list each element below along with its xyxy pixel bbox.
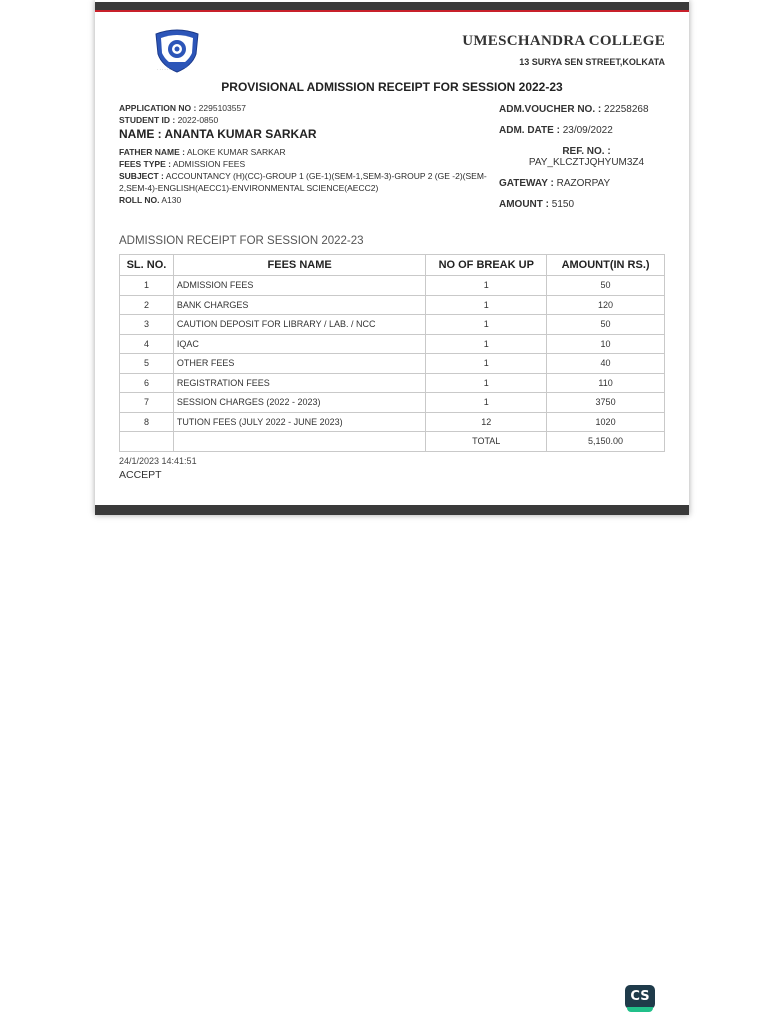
column-header-sl-no: SL. NO. <box>120 255 174 276</box>
row-sl-no: 2 <box>120 295 174 315</box>
row-break-up: 1 <box>426 334 547 354</box>
application-no-label: APPLICATION NO : <box>119 103 197 113</box>
father-name-label: FATHER NAME : <box>119 147 185 157</box>
fees-table-header <box>120 255 665 276</box>
row-amount: 3750 <box>547 393 665 413</box>
row-break-up: 1 <box>426 354 547 374</box>
father-name-value: ALOKE KUMAR SARKAR <box>186 147 286 157</box>
table-row <box>120 276 665 296</box>
total-amount: 5,150.00 <box>547 432 665 452</box>
amount-value: 5150 <box>551 199 575 210</box>
receipt-section-heading: ADMISSION RECEIPT FOR SESSION 2022-23 <box>119 235 364 247</box>
fees-type-value: ADMISSION FEES <box>172 159 246 169</box>
row-break-up: 12 <box>426 412 547 432</box>
receipt-document <box>95 0 689 515</box>
row-break-up: 1 <box>426 393 547 413</box>
fees-type-line <box>119 158 489 170</box>
row-amount: 120 <box>547 295 665 315</box>
row-fees-name: REGISTRATION FEES <box>173 373 425 393</box>
subject-value: ACCOUNTANCY (H)(CC)-GROUP 1 (GE-1)(SEM-1,SEM-3)-GROUP 2 (GE -2)(SEM-2,SEM-4)-ENGLISH(AECC1)-ENVIRONMENTAL SCIENCE(AECC2) <box>119 171 487 193</box>
student-name: NAME : ANANTA KUMAR SARKAR <box>119 127 317 141</box>
column-header-break-up: NO OF BREAK UP <box>426 255 547 276</box>
row-fees-name: BANK CHARGES <box>173 295 425 315</box>
row-sl-no: 1 <box>120 276 174 296</box>
fees-table <box>119 254 665 452</box>
row-fees-name: SESSION CHARGES (2022 - 2023) <box>173 393 425 413</box>
crest-caption: · · · · · · · <box>157 67 173 72</box>
roll-no-label: ROLL NO. <box>119 195 160 205</box>
row-break-up: 1 <box>426 315 547 335</box>
total-label: TOTAL <box>426 432 547 452</box>
table-row <box>120 412 665 432</box>
camscanner-watermark-icon <box>625 985 655 1013</box>
row-amount: 40 <box>547 354 665 374</box>
receipt-title: PROVISIONAL ADMISSION RECEIPT FOR SESSION 2022-23 <box>221 80 563 94</box>
row-sl-no: 7 <box>120 393 174 413</box>
watermark-text: CS <box>625 985 655 1009</box>
table-row <box>120 295 665 315</box>
table-row <box>120 393 665 413</box>
row-amount: 50 <box>547 276 665 296</box>
gateway-value: RAZORPAY <box>556 178 611 189</box>
subject-label: SUBJECT : <box>119 171 164 181</box>
application-no-value: 2295103557 <box>198 103 246 113</box>
total-empty-cell <box>120 432 174 452</box>
roll-no-value: A130 <box>161 195 182 205</box>
row-break-up: 1 <box>426 295 547 315</box>
roll-no-line <box>119 194 489 206</box>
row-fees-name: CAUTION DEPOSIT FOR LIBRARY / LAB. / NCC <box>173 315 425 335</box>
receipt-timestamp: 24/1/2023 14:41:51 <box>119 456 197 466</box>
gateway-line <box>499 178 674 189</box>
row-amount: 110 <box>547 373 665 393</box>
table-row <box>120 334 665 354</box>
row-fees-name: ADMISSION FEES <box>173 276 425 296</box>
amount-line <box>499 199 674 210</box>
father-name-line <box>119 146 489 158</box>
ref-no-label: REF. NO. : <box>562 146 611 157</box>
table-row <box>120 354 665 374</box>
student-id-value: 2022-0850 <box>177 115 219 125</box>
subject-line <box>119 170 489 194</box>
table-row <box>120 373 665 393</box>
row-break-up: 1 <box>426 276 547 296</box>
row-sl-no: 5 <box>120 354 174 374</box>
bottom-border-bar <box>95 505 689 515</box>
gateway-label: GATEWAY : <box>499 178 554 189</box>
row-break-up: 1 <box>426 373 547 393</box>
row-amount: 50 <box>547 315 665 335</box>
adm-date-label: ADM. DATE : <box>499 125 560 136</box>
payment-status: ACCEPT <box>119 469 162 481</box>
ref-no-block <box>499 146 674 168</box>
row-fees-name: IQAC <box>173 334 425 354</box>
column-header-amount: AMOUNT(IN RS.) <box>547 255 665 276</box>
college-address: 13 SURYA SEN STREET,KOLKATA <box>519 57 665 67</box>
student-id-label: STUDENT ID : <box>119 115 176 125</box>
watermark-accent <box>627 1007 653 1012</box>
adm-date-line <box>499 125 674 136</box>
total-row <box>120 432 665 452</box>
top-red-stripe <box>95 10 689 12</box>
student-id-line <box>119 114 489 126</box>
row-sl-no: 4 <box>120 334 174 354</box>
row-sl-no: 8 <box>120 412 174 432</box>
total-empty-cell <box>173 432 425 452</box>
college-name: UMESCHANDRA COLLEGE <box>462 33 665 49</box>
ref-no-value: PAY_KLCZTJQHYUM3Z4 <box>528 157 645 168</box>
voucher-details <box>499 104 674 220</box>
application-no-line <box>119 102 489 114</box>
row-fees-name: TUTION FEES (JULY 2022 - JUNE 2023) <box>173 412 425 432</box>
row-amount: 10 <box>547 334 665 354</box>
adm-date-value: 23/09/2022 <box>562 125 613 136</box>
column-header-fees-name: FEES NAME <box>173 255 425 276</box>
student-details <box>119 102 489 206</box>
row-sl-no: 6 <box>120 373 174 393</box>
table-row <box>120 315 665 335</box>
row-fees-name: OTHER FEES <box>173 354 425 374</box>
row-amount: 1020 <box>547 412 665 432</box>
voucher-no-value: 22258268 <box>604 104 649 115</box>
voucher-no-line <box>499 104 674 115</box>
voucher-no-label: ADM.VOUCHER NO. : <box>499 104 602 115</box>
fees-type-label: FEES TYPE : <box>119 159 171 169</box>
amount-label: AMOUNT : <box>499 199 549 210</box>
row-sl-no: 3 <box>120 315 174 335</box>
